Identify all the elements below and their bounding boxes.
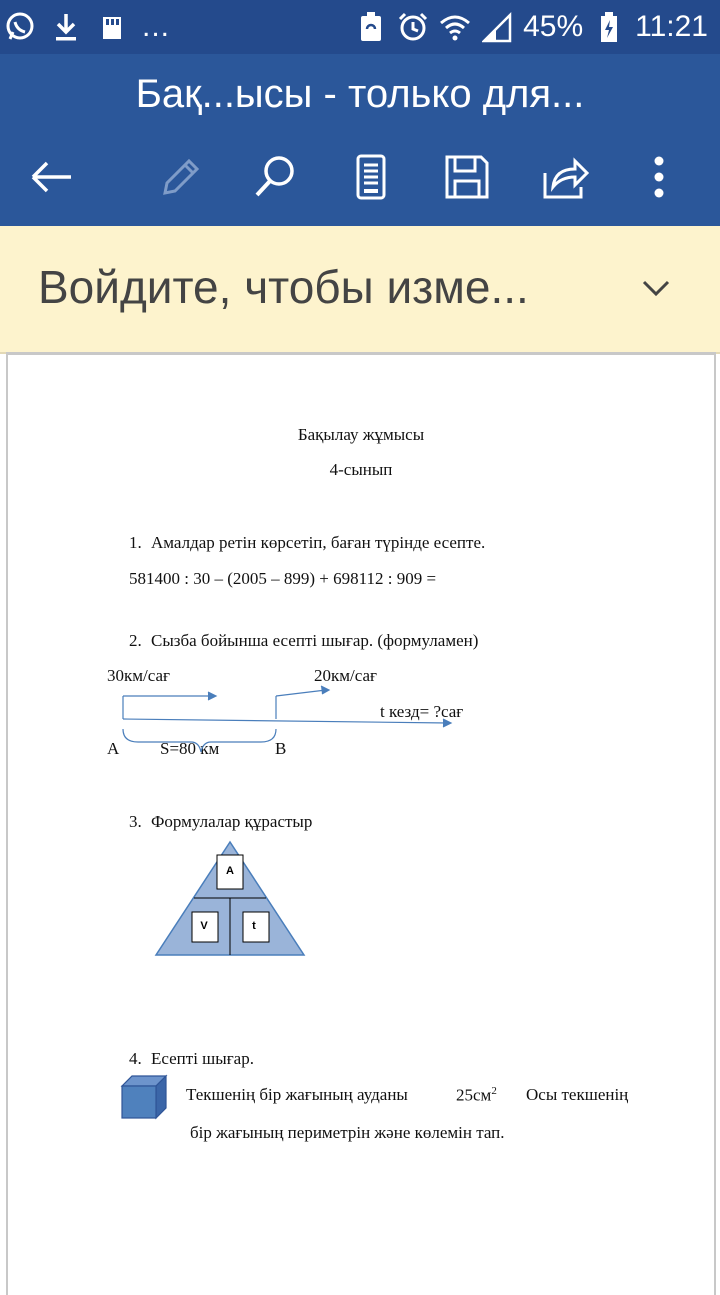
task4-line1-sup: 2	[491, 1085, 497, 1097]
search-button[interactable]	[244, 146, 306, 208]
task1-text: Амалдар ретін көрсетіп, баған түрінде есепте.	[151, 533, 486, 552]
task1-expression: 581400 : 30 – (2005 – 899) + 698112 : 909 =	[129, 569, 437, 588]
clock: 11:21	[635, 10, 708, 43]
status-bar	[0, 0, 720, 54]
edit-button[interactable]	[148, 146, 210, 208]
battery-charging-icon	[593, 11, 625, 43]
battery-percent: 45%	[523, 10, 584, 43]
task1-number: 1.	[129, 533, 142, 552]
task4-line1-value: 25см	[456, 1085, 492, 1105]
box-left-label: V	[200, 920, 208, 932]
sd-card-icon	[96, 11, 128, 43]
speed-a-arrowhead	[208, 692, 216, 700]
task4-line1-b: Осы текшенің	[526, 1085, 629, 1104]
more-options-button[interactable]	[628, 146, 690, 208]
wifi-icon	[439, 11, 471, 43]
sign-in-banner[interactable]	[0, 226, 720, 354]
back-button[interactable]	[20, 146, 82, 208]
distance-brace	[123, 729, 276, 752]
task4-line1-value-wrap	[456, 1085, 497, 1106]
back-arrow-icon	[27, 153, 75, 201]
task2-point-a: А	[107, 739, 120, 758]
banner-text: Войдите, чтобы изме...	[38, 261, 529, 313]
cube-icon	[118, 1074, 168, 1120]
chevron-down-icon[interactable]	[636, 268, 676, 308]
task4-number: 4.	[129, 1049, 142, 1068]
more-vert-icon	[635, 153, 683, 201]
task2-number: 2.	[129, 631, 142, 650]
task4-text: Есепті шығар.	[151, 1049, 254, 1068]
task2-speed-a: 30км/сағ	[107, 666, 171, 685]
task4-line2: бір жағының периметрін және көлемін тап.	[190, 1123, 505, 1142]
motion-diagram	[8, 355, 714, 775]
formula-triangle	[8, 835, 714, 965]
signal-icon	[481, 11, 513, 43]
app-bar	[0, 54, 720, 226]
reading-view-button[interactable]	[340, 146, 402, 208]
task2-text: Сызба бойынша есепті шығар. (формуламен)	[151, 631, 479, 650]
pencil-icon	[155, 153, 203, 201]
search-icon	[251, 153, 299, 201]
time-arrow	[123, 719, 448, 723]
toolbar	[0, 146, 720, 208]
more-notifications: ...	[142, 10, 171, 43]
box-right-label: t	[252, 920, 256, 932]
task2-point-b: В	[275, 739, 287, 758]
task2-distance: S=80 км	[160, 739, 220, 758]
save-icon	[443, 153, 491, 201]
battery-saver-icon	[355, 11, 387, 43]
reading-view-icon	[347, 153, 395, 201]
document-subheading: 4-сынып	[329, 460, 393, 479]
download-icon	[50, 11, 82, 43]
speed-b-arrow	[276, 690, 326, 696]
time-arrowhead	[443, 719, 451, 727]
document-page	[6, 352, 716, 1295]
task3-number: 3.	[129, 812, 142, 831]
document-title: Бақ...ысы - только для...	[135, 72, 585, 116]
document-heading: Бақылау жұмысы	[297, 425, 425, 444]
speed-b-arrowhead	[321, 686, 329, 694]
task4-line1-a: Текшенің бір жағының ауданы	[186, 1085, 408, 1104]
save-button[interactable]	[436, 146, 498, 208]
alarm-icon	[397, 11, 429, 43]
task3-text: Формулалар құрастыр	[151, 812, 313, 831]
share-icon	[541, 153, 589, 201]
box-top-label: A	[226, 865, 234, 877]
share-button[interactable]	[534, 146, 596, 208]
box-right	[243, 912, 269, 942]
task2-speed-b: 20км/сағ	[314, 666, 378, 685]
task2-time-question: t кезд= ?сағ	[380, 702, 464, 721]
whatsapp-icon	[4, 11, 36, 43]
